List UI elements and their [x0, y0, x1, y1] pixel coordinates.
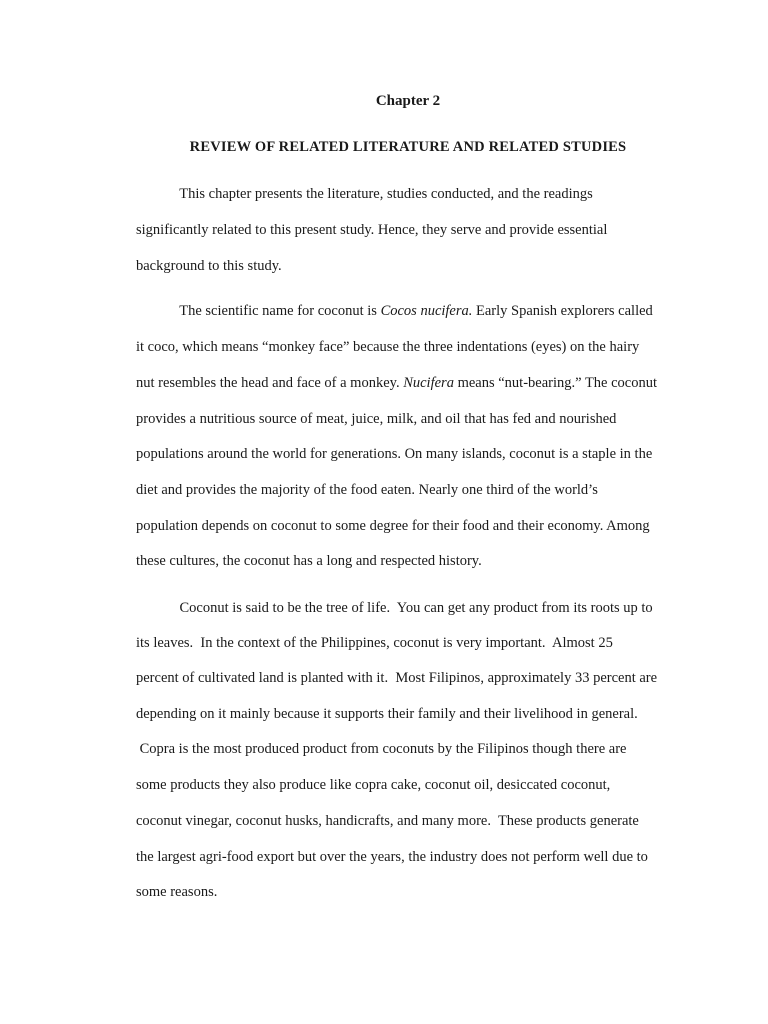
scientific-term: Nucifera: [403, 375, 454, 391]
text-line: This chapter presents the literature, studies conducted, and the readings: [136, 186, 593, 202]
text-line: [136, 301, 653, 321]
text-line: Coconut is said to be the tree of life. You can get any product from its roots up to: [136, 600, 653, 616]
text-run: Early Spanish explorers called: [472, 303, 653, 319]
text-line: these cultures, the coconut has a long and respected history.: [136, 553, 482, 569]
text-run: means “nut-bearing.” The coconut: [453, 375, 658, 391]
text-line: coconut vinegar, coconut husks, handicrafts, and many more. These products generate: [136, 813, 639, 829]
text-line: population depends on coconut to some degree for their food and their economy. Among: [136, 518, 650, 534]
text-line: diet and provides the majority of the food eaten. Nearly one third of the world’s: [136, 482, 598, 498]
text-run: The scientific name for coconut is: [136, 303, 381, 319]
scientific-name: Cocos nucifera.: [380, 303, 473, 319]
text-line: significantly related to this present study. Hence, they serve and provide essential: [136, 222, 608, 238]
text-line: some reasons.: [136, 884, 218, 900]
text-line: its leaves. In the context of the Philippines, coconut is very important. Almost 25: [136, 635, 613, 651]
text-line: depending on it mainly because it supports their family and their livelihood in general.: [136, 706, 638, 722]
text-run: nut resembles the head and face of a monkey.: [136, 375, 404, 391]
text-line: the largest agri-food export but over the years, the industry does not perform well due to: [136, 849, 648, 865]
text-line: percent of cultivated land is planted with it. Most Filipinos, approximately 33 percent are: [136, 670, 658, 686]
text-line: populations around the world for generations. On many islands, coconut is a staple in the: [136, 446, 653, 462]
text-line: background to this study.: [136, 258, 282, 274]
section-heading: REVIEW OF RELATED LITERATURE AND RELATED STUDIES: [189, 139, 627, 155]
text-line: [136, 373, 657, 393]
text-line: provides a nutritious source of meat, juice, milk, and oil that has fed and nourished: [136, 411, 617, 427]
text-line: Copra is the most produced product from coconuts by the Filipinos though there are: [136, 741, 627, 757]
text-line: some products they also produce like copra cake, coconut oil, desiccated coconut,: [136, 777, 611, 793]
chapter-title: Chapter 2: [375, 93, 441, 109]
text-line: it coco, which means “monkey face” because the three indentations (eyes) on the hairy: [136, 339, 640, 355]
